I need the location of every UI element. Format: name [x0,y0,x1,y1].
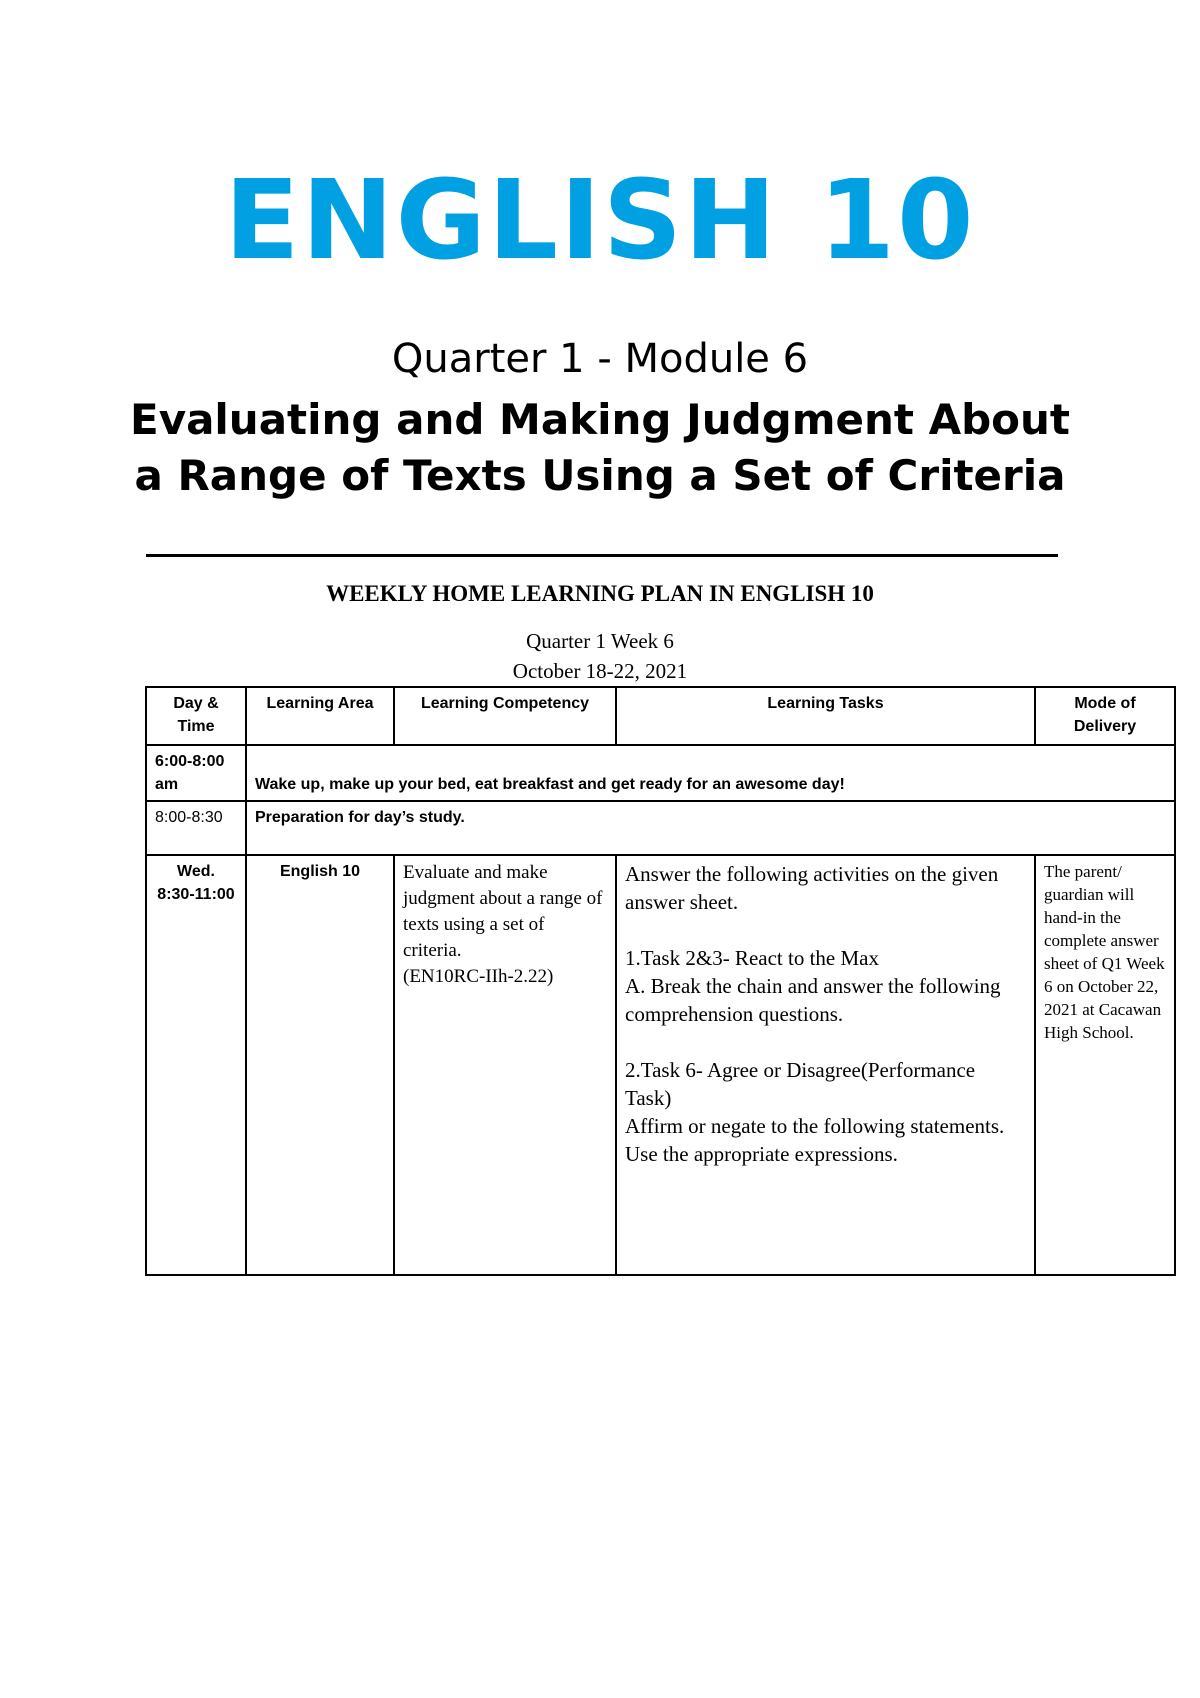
plan-heading: WEEKLY HOME LEARNING PLAN IN ENGLISH 10 [326,581,874,606]
task2-detail: Affirm or negate to the following statements. Use the appropriate expressions. [625,1114,1005,1166]
table-row-prep [146,801,1175,855]
main-tasks-cell [616,855,1035,1275]
wake-activity-text: Wake up, make up your bed, eat breakfast and get ready for an awesome day! [255,776,845,793]
plan-date: October 18-22, 2021 [512,659,688,683]
main-day: Wed. [177,863,215,880]
prep-activity-cell: Preparation for day’s study. [246,801,1175,855]
learning-plan-table [145,686,1176,1276]
module-title: Evaluating and Making Judgment About a Range of Texts Using a Set of Criteria [130,395,1070,500]
main-area-cell: English 10 [246,855,394,1275]
main-day-time-cell [146,855,246,1275]
tasks-spacer [625,1028,1026,1056]
task1-title: 1.Task 2&3- React to the Max [625,946,879,970]
main-time: 8:30-11:00 [157,886,235,903]
wake-time-cell: 6:00-8:00 am [146,745,246,801]
quarter-module-subtitle: Quarter 1 - Module 6 [391,336,809,382]
header-mode-of-delivery: Mode of Delivery [1035,687,1175,745]
wake-activity-cell [246,745,1175,801]
table-row-wake [146,745,1175,801]
tasks-spacer [625,916,1026,944]
table-row-main [146,855,1175,1275]
main-competency-cell [394,855,616,1275]
header-learning-tasks: Learning Tasks [616,687,1035,745]
tasks-intro: Answer the following activities on the given answer sheet. [625,862,999,914]
table-header-row [146,687,1175,745]
header-learning-competency: Learning Competency [394,687,616,745]
title-divider [146,554,1058,557]
header-day-time: Day & Time [146,687,246,745]
task2-title: 2.Task 6- Agree or Disagree(Performance Task) [625,1058,976,1110]
task1-detail: A. Break the chain and answer the following comprehension questions. [625,974,1001,1026]
main-title: ENGLISH 10 [224,156,976,284]
competency-code: (EN10RC-IIh-2.22) [403,966,554,987]
prep-time-cell: 8:00-8:30 [146,801,246,855]
plan-week: Quarter 1 Week 6 [526,629,674,653]
main-delivery-cell: The parent/ guardian will hand-in the complete answer sheet of Q1 Week 6 on October 22, 2021 at Cacawan High School. [1035,855,1175,1275]
header-learning-area: Learning Area [246,687,394,745]
competency-text: Evaluate and make judgment about a range of texts using a set of criteria. [403,862,603,961]
